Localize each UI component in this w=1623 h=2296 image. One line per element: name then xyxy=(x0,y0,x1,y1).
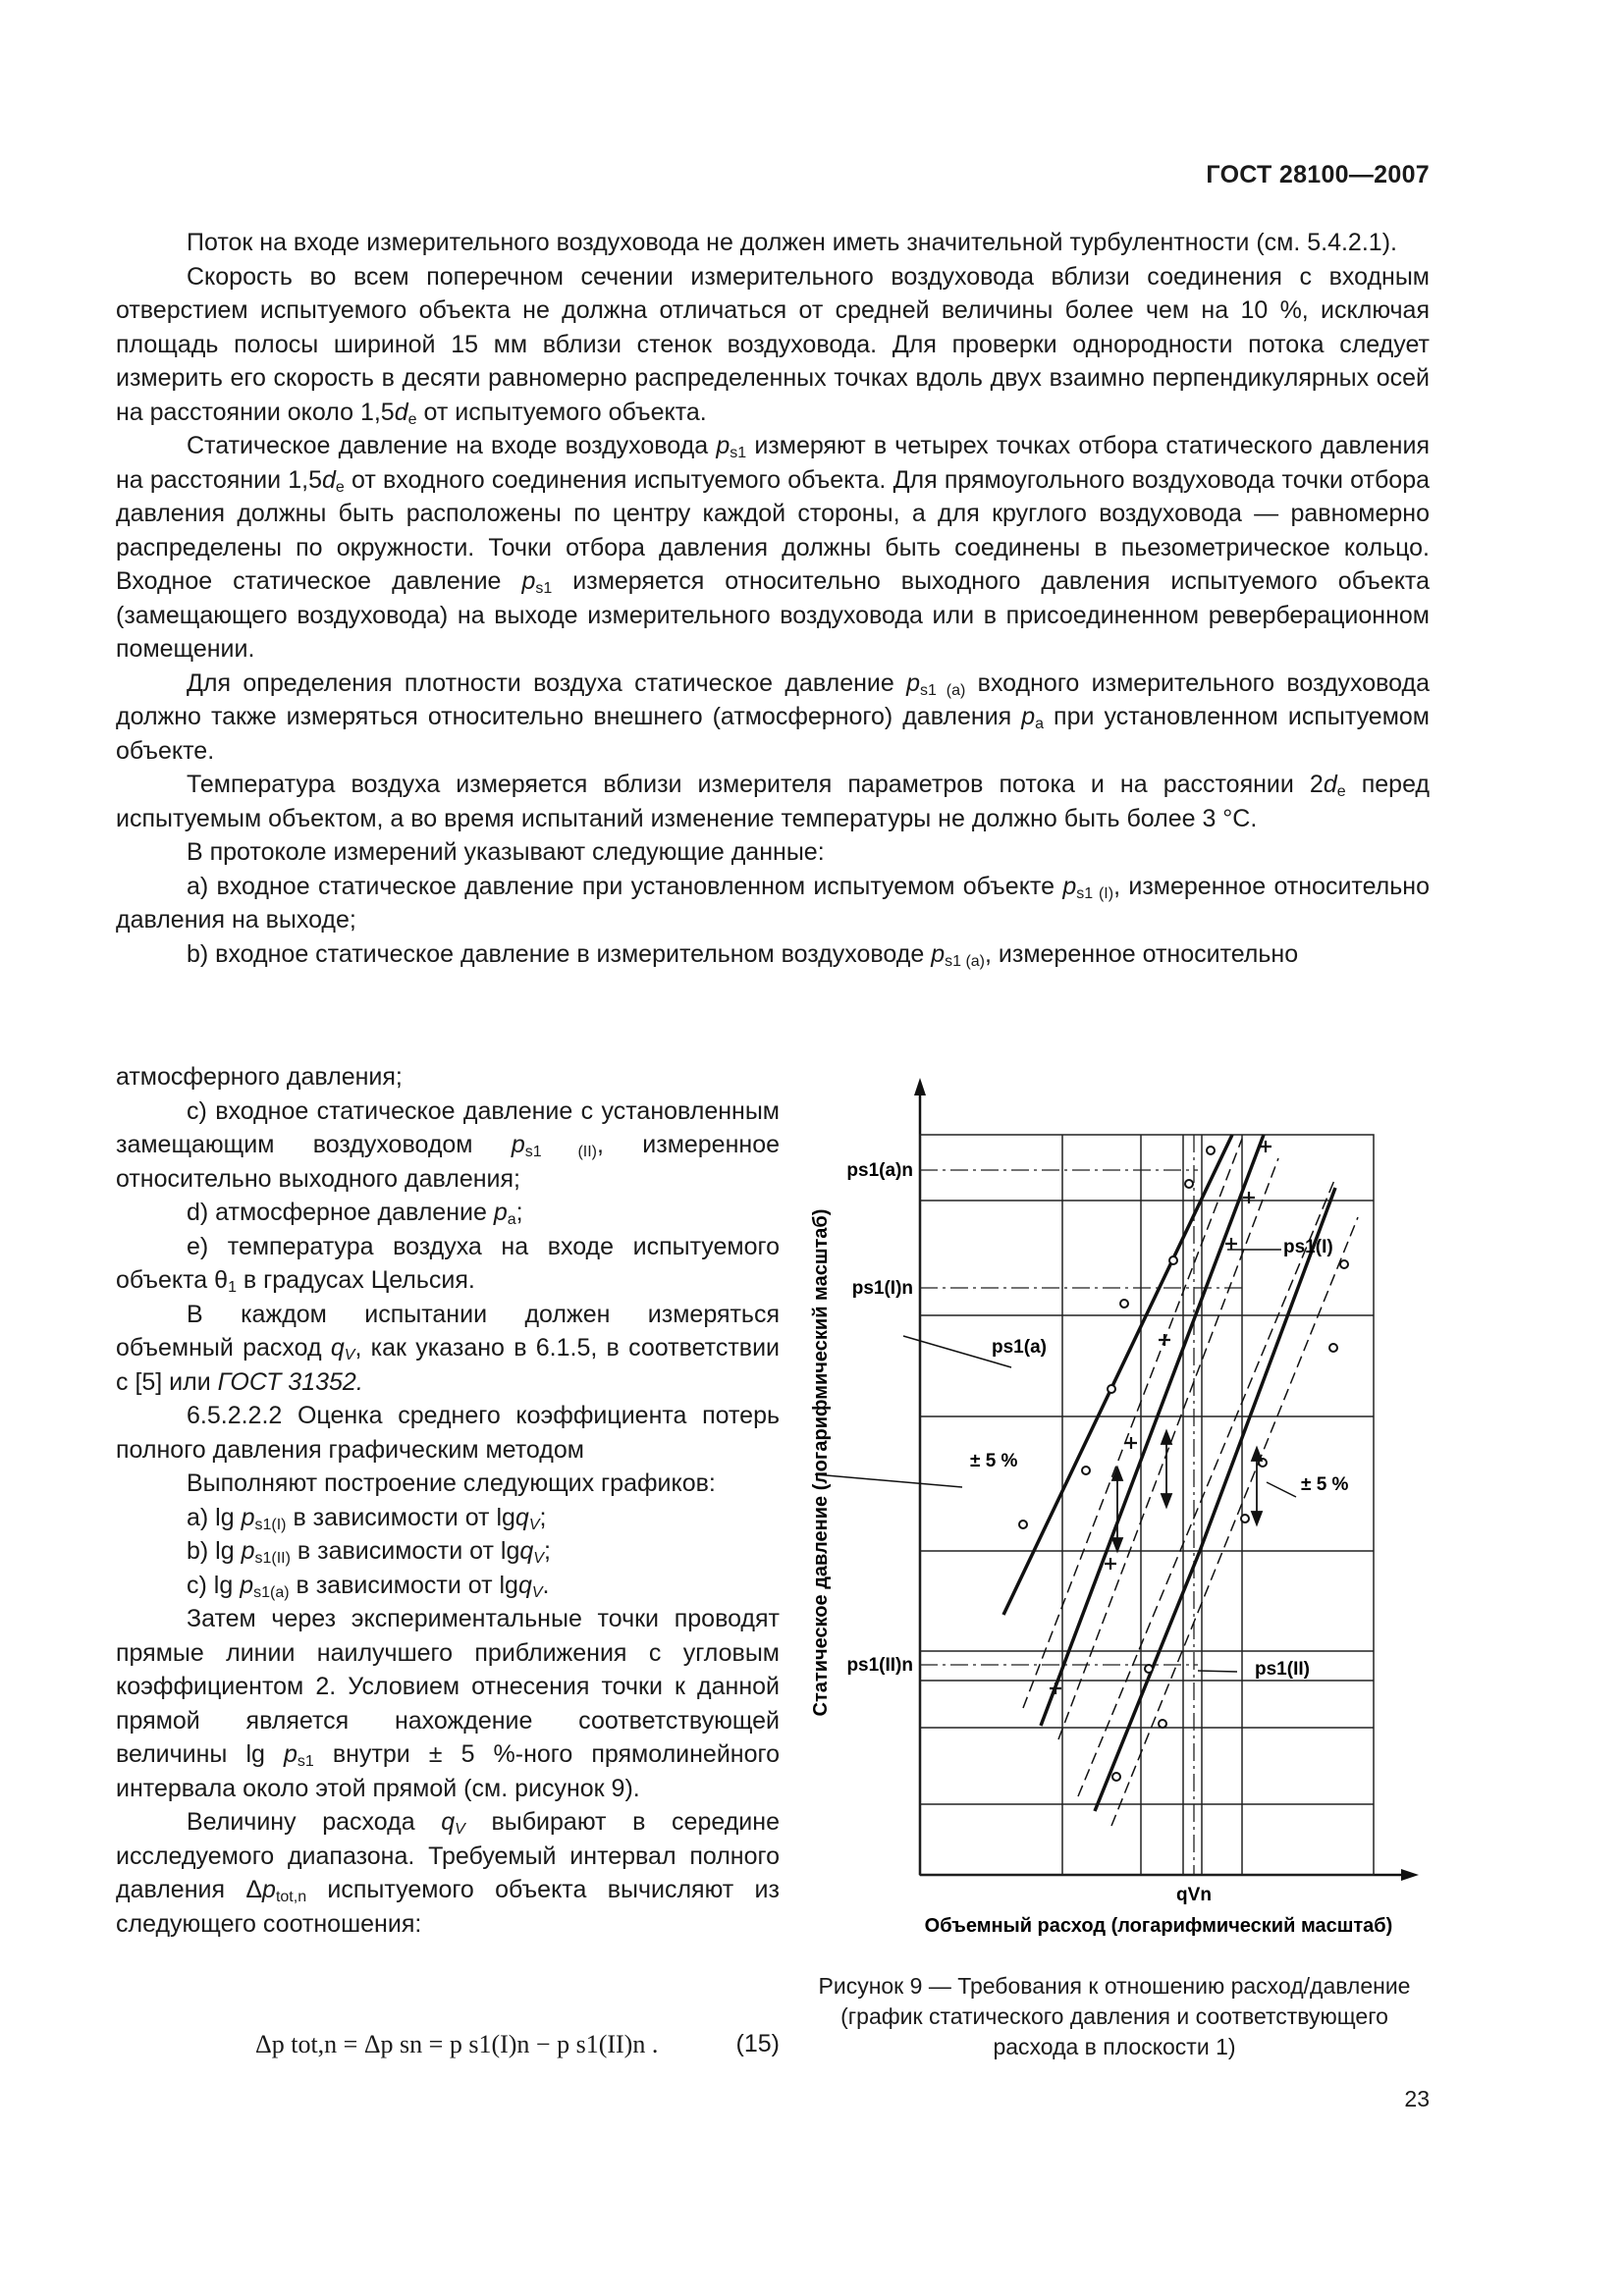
label-ps1a: ps1(a) xyxy=(992,1337,1047,1358)
graph-item-a: а) $\lg p_{s1(I)}$ в зависимости от lgq$_V$; xyxy=(187,1503,547,1533)
list-item-b: b) входное статическое давление в измерительном воздуховоде $p_{s1 (a)}$, измеренное относительно xyxy=(187,939,1299,970)
list-item-b-continued: атмосферного давления; xyxy=(116,1063,403,1091)
label-ps1II: ps1(II) xyxy=(1255,1659,1310,1680)
x-tick-qVn: qVn xyxy=(1176,1885,1212,1905)
marker xyxy=(1169,1256,1177,1264)
list-item-e: e) температура воздуха на входе испытуемого объекта $\theta_1$ в градусах Цельсия. xyxy=(116,1232,780,1296)
x-axis-arrow xyxy=(1401,1869,1419,1881)
paragraph: Затем через экспериментальные точки проводят прямые линии наилучшего приближения с угловым коэффициентом 2. Условием отнесения точки к данной прямой является нахождение соответствующей величины $\lg p_{s1}$ внутри ± 5 %-ного прямолинейного интервала около этой прямой (см. рисунок 9). xyxy=(116,1605,780,1802)
marker xyxy=(1082,1467,1090,1474)
list-item-d: d) атмосферное давление $p_a$; xyxy=(187,1199,523,1228)
graph-item-b: b) $\lg p_{s1(II)}$ в зависимости от lgq$_V$; xyxy=(187,1537,551,1567)
marker xyxy=(1050,1682,1061,1694)
marker xyxy=(1019,1521,1027,1528)
y-axis-label: Статическое давление (логарифмический масштаб) xyxy=(810,1208,832,1717)
x-axis-label: Объемный расход (логарифмический масштаб) xyxy=(924,1915,1393,1937)
paragraph: Выполняют построение следующих графиков: xyxy=(187,1469,716,1497)
paragraph: Поток на входе измерительного воздуховода не должен иметь значительной турбулентности (см. 5.4.2.1). xyxy=(187,229,1397,256)
marker xyxy=(1340,1260,1348,1268)
y-tick-ps1II: ps1(II)n xyxy=(846,1655,913,1676)
paragraph: В каждом испытании должен измеряться объемный расход $q_V$, как указано в 6.1.5, в соответствии с [5] или ГОСТ 31352. xyxy=(116,1300,780,1396)
marker xyxy=(1185,1180,1193,1188)
leader-lines xyxy=(815,1250,1296,1672)
marker xyxy=(1120,1300,1128,1308)
formula-expression: Δp tot,n = Δp sn = p s1(I)n − p s1(II)n . xyxy=(255,2030,659,2058)
y-tick-ps1a: ps1(a)n xyxy=(846,1160,913,1181)
y-axis-arrow xyxy=(914,1078,926,1095)
tolerance-label-left: ± 5 % xyxy=(970,1451,1018,1471)
paragraph: Температура воздуха измеряется вблизи измерителя параметров потока и на расстоянии $2d_e$ перед испытуемым объектом, а во время испытаний изменение температуры не должно быть более 3 °С. xyxy=(116,771,1431,832)
marker xyxy=(1329,1344,1337,1352)
marker xyxy=(1112,1773,1120,1781)
figure-caption: Рисунок 9 — Требования к отношению расход/давление (график статического давления и соответствующего расхода в плоскости 1) xyxy=(818,1973,1411,2059)
tolerance-label-right: ± 5 % xyxy=(1301,1474,1349,1495)
paragraph: Величину расхода $q_V$ выбирают в середине исследуемого диапазона. Требуемый интервал полного давления $\Delta p_{tot,n}$ испытуемого объекта вычисляют из следующего соотношения: xyxy=(116,1808,780,1938)
document-header: ГОСТ 28100—2007 xyxy=(1206,161,1430,188)
marker xyxy=(1159,1334,1170,1346)
formula-number: (15) xyxy=(735,2030,780,2057)
fit-line-ps1II xyxy=(1095,1188,1335,1811)
marker xyxy=(1243,1192,1255,1203)
y-tick-ps1I: ps1(I)n xyxy=(851,1278,913,1299)
graph-item-c: c) $\lg p_{s1(a)}$ в зависимости от lgq$_V$. xyxy=(187,1571,550,1601)
left-column-text xyxy=(116,1060,780,1941)
paragraph: Для определения плотности воздуха статическое давление $p_{s1 (a)}$ входного измерительного воздуховода должно также измеряться относительно внешнего (атмосферного) давления $p_a$ при установленном испытуемом объекте. xyxy=(116,668,1431,765)
main-text xyxy=(116,226,1430,971)
formula-15 xyxy=(116,2030,780,2069)
marker xyxy=(1241,1515,1249,1522)
paragraph: Скорость во всем поперечном сечении измерительного воздуховода вблизи соединения с входным отверстием испытуемого объекта не должна отличаться от средней величины более чем на 10 %, исключая площадь полосы шириной 15 мм вблизи стенок воздуховода. Для проверки однородности потока следует измерить его скорость в десяти равномерно распределенных точках вдоль двух взаимно перпендикулярных осей на расстоянии около $1,5d_e$ от испытуемого объекта. xyxy=(116,262,1430,428)
label-ps1I: ps1(I) xyxy=(1283,1237,1333,1257)
marker xyxy=(1225,1238,1237,1250)
page-number: 23 xyxy=(1404,2086,1430,2111)
marker xyxy=(1159,1720,1166,1728)
marker xyxy=(1108,1385,1115,1393)
list-item-a: а) входное статическое давление при установленном испытуемом объекте $p_{s1 (I)}$, измеренное относительно давления на выходе; xyxy=(116,872,1430,934)
paragraph: Статическое давление на входе воздуховода $p_{s1}$ измеряют в четырех точках отбора статического давления на расстоянии $1,5d_e$ от входного соединения испытуемого объекта. Для прямоугольного воздуховода точки отбора давления должны быть расположены по центру каждой стороны, а для круглого воздуховода — равномерно распределены по окружности. Точки отбора давления должны быть соединены в пьезометрическое кольцо. Входное статическое давление $p_{s1}$ измеряется относительно выходного давления испытуемого объекта (замещающего воздуховода) на выходе измерительного воздуховода или в присоединенном реверберационном помещении. xyxy=(116,432,1431,663)
reference-lines xyxy=(920,1135,1242,1875)
marker xyxy=(1105,1558,1116,1570)
marker xyxy=(1207,1147,1215,1154)
paragraph: В протоколе измерений указывают следующие данные: xyxy=(187,838,825,866)
section-heading: 6.5.2.2.2 Оценка среднего коэффициента потерь полного давления графическим методом xyxy=(116,1402,780,1464)
marker xyxy=(1145,1665,1153,1673)
list-item-c: c) входное статическое давление с установленным замещающим воздуховодом $p_{s1 (II)}$, измеренное относительно выходного давления; xyxy=(116,1096,781,1193)
figure-9-chart xyxy=(805,1070,1424,1953)
